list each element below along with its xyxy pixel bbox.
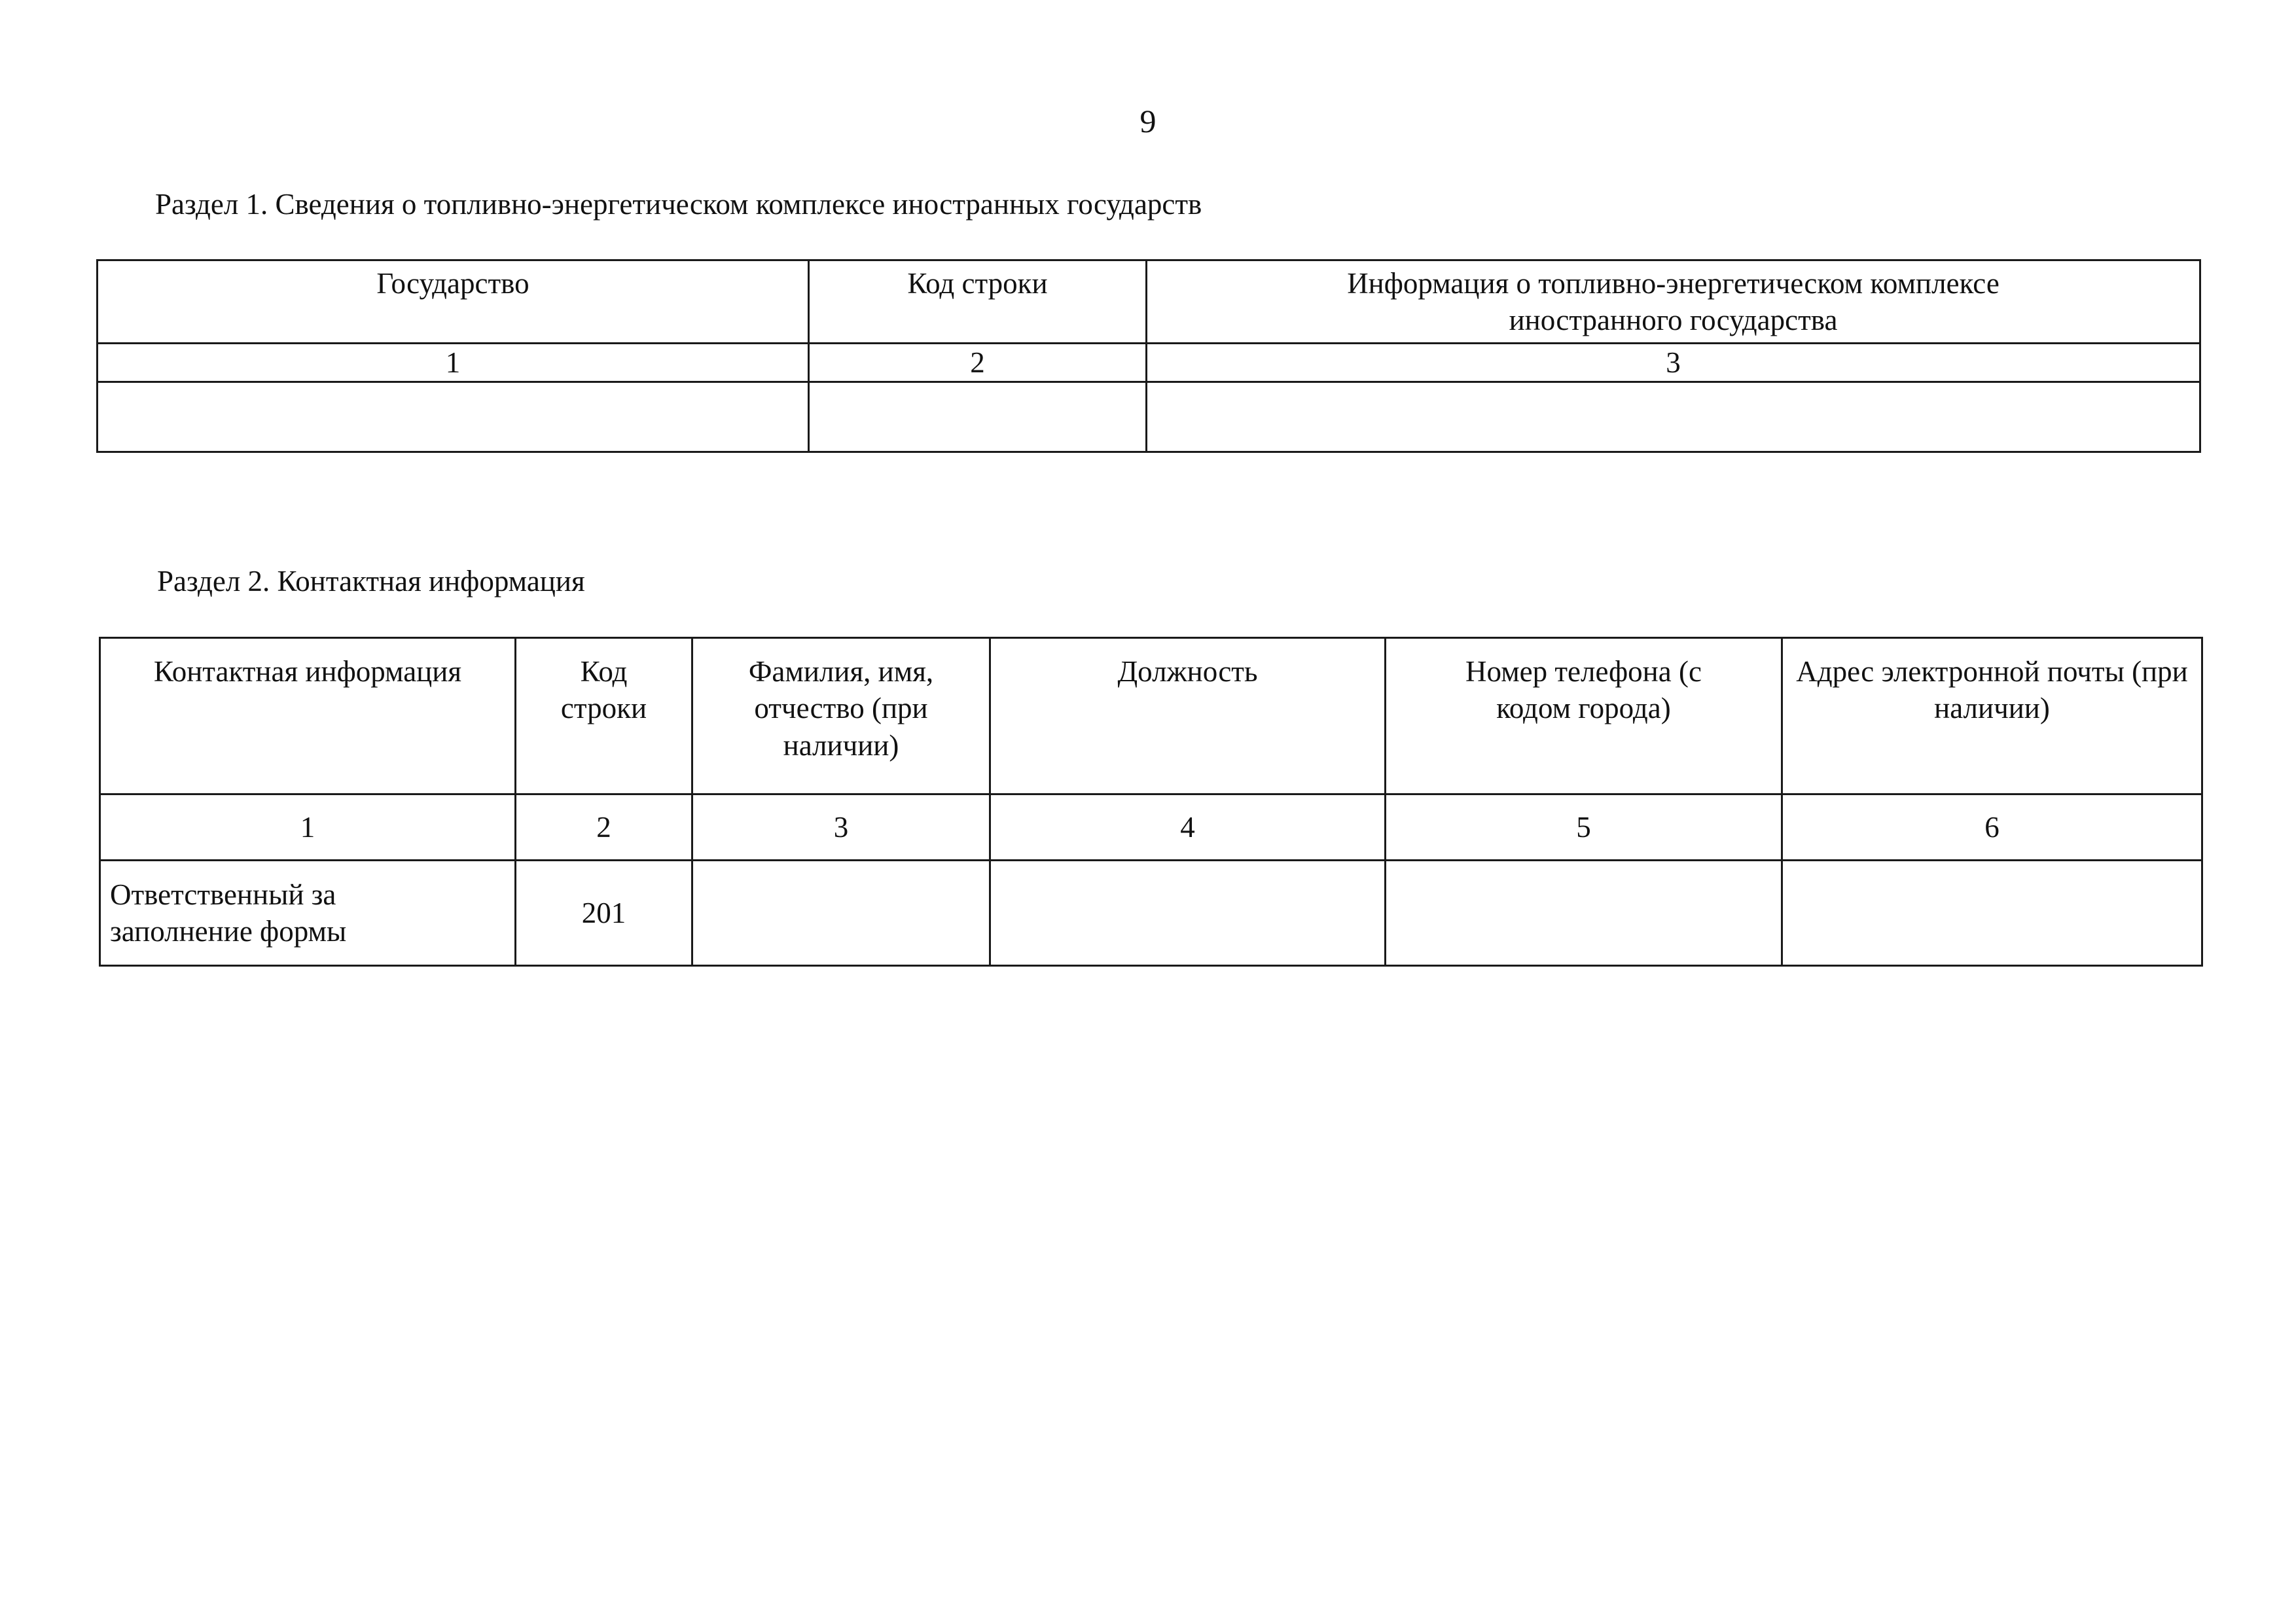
column-number-row	[100, 794, 2202, 861]
country-input-cell[interactable]	[98, 382, 809, 452]
position-input-cell[interactable]	[990, 861, 1386, 966]
header-cell-fuel-energy-info: Информация о топливно-энергетическом комплексе иностранного государства	[1147, 260, 2200, 344]
responsible-person-label: Ответственный за заполнение формы	[100, 861, 516, 966]
column-number-cell: 4	[990, 794, 1386, 861]
section-1-table	[96, 259, 2201, 453]
column-number-cell: 2	[516, 794, 692, 861]
header-cell-phone: Номер телефона (с кодом города)	[1386, 638, 1782, 794]
table-row	[100, 861, 2202, 966]
table-header-row	[98, 260, 2200, 344]
section-2-title: Раздел 2. Контактная информация	[157, 565, 585, 597]
page-number: 9	[1139, 103, 1157, 139]
section-1-title: Раздел 1. Сведения о топливно-энергетическом комплексе иностранных государств	[155, 188, 1202, 221]
header-cell-email: Адрес электронной почты (при наличии)	[1782, 638, 2202, 794]
column-number-cell: 5	[1386, 794, 1782, 861]
header-cell-country: Государство	[98, 260, 809, 344]
table-header-row	[100, 638, 2202, 794]
row-code-cell: 201	[516, 861, 692, 966]
column-number-cell: 3	[692, 794, 990, 861]
column-number-cell: 2	[809, 344, 1147, 382]
header-cell-row-code: Код строки	[516, 638, 692, 794]
phone-input-cell[interactable]	[1386, 861, 1782, 966]
fuel-energy-info-input-cell[interactable]	[1147, 382, 2200, 452]
column-number-cell: 1	[100, 794, 516, 861]
header-cell-row-code: Код строки	[809, 260, 1147, 344]
email-input-cell[interactable]	[1782, 861, 2202, 966]
header-cell-contact-info: Контактная информация	[100, 638, 516, 794]
header-cell-full-name: Фамилия, имя, отчество (при наличии)	[692, 638, 990, 794]
table-row	[98, 382, 2200, 452]
section-2-table	[99, 637, 2203, 967]
row-code-input-cell[interactable]	[809, 382, 1147, 452]
column-number-cell: 6	[1782, 794, 2202, 861]
column-number-row	[98, 344, 2200, 382]
header-cell-position: Должность	[990, 638, 1386, 794]
full-name-input-cell[interactable]	[692, 861, 990, 966]
column-number-cell: 3	[1147, 344, 2200, 382]
column-number-cell: 1	[98, 344, 809, 382]
